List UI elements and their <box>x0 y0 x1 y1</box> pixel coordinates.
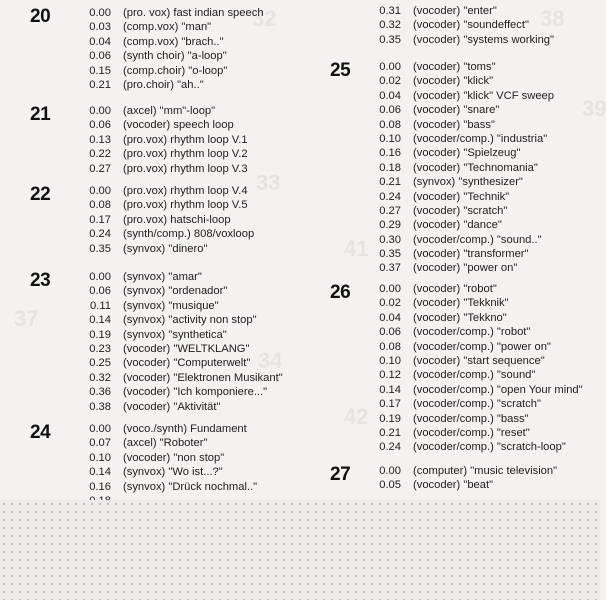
bleed-through-number: 39 <box>582 96 606 121</box>
cue-row <box>366 383 583 397</box>
cue-description: (vocoder/comp.) "sound.." <box>413 233 542 246</box>
track-number: 22 <box>30 184 51 205</box>
cue-row <box>366 296 583 310</box>
cue-row <box>76 213 254 227</box>
cue-time: 0.21 <box>379 176 401 189</box>
cue-description: (vocoder) "dance" <box>413 219 502 232</box>
cue-row <box>366 426 583 440</box>
cue-time: 0.16 <box>379 147 401 160</box>
cue-row <box>366 204 554 218</box>
cue-row <box>366 60 554 74</box>
cue-row <box>76 400 283 414</box>
cue-time: 0.37 <box>379 262 401 275</box>
cue-description: (pro.vox) rhythm loop V.3 <box>123 162 248 175</box>
cue-time: 0.11 <box>90 299 111 312</box>
bleed-through-number: 33 <box>256 170 281 195</box>
cue-time: 0.35 <box>89 242 111 255</box>
cue-description: (synvox) "musique" <box>123 299 219 312</box>
cue-row <box>76 313 283 327</box>
cue-row <box>76 385 283 399</box>
cue-time: 0.08 <box>379 340 401 353</box>
cue-description: (pro.vox) hatschi-loop <box>123 213 231 226</box>
cue-row <box>366 33 554 47</box>
cue-description: (vocoder) "transformer" <box>413 248 529 261</box>
cue-description: (vocoder) "WELTKLANG" <box>123 342 250 355</box>
cue-description: (vocoder) "robot" <box>413 283 497 295</box>
cue-row <box>76 227 254 241</box>
cue-time: 0.18 <box>379 161 401 174</box>
cue-time: 0.00 <box>89 185 111 197</box>
cue-row <box>76 133 248 147</box>
cue-list <box>366 4 554 47</box>
cue-description: (computer) "music television" <box>413 465 558 477</box>
cue-description: (pro.vox) rhythm loop V.2 <box>123 148 248 161</box>
cue-description: (vocoder) "Technomania" <box>413 161 538 174</box>
track-number: 24 <box>30 422 51 443</box>
cue-time: 0.04 <box>379 89 401 102</box>
cue-time: 0.27 <box>379 204 401 217</box>
cue-time: 0.17 <box>89 213 111 226</box>
cue-time: 0.35 <box>379 33 401 46</box>
cue-list <box>366 464 557 493</box>
cue-description: (vocoder/comp.) "power on" <box>413 340 551 353</box>
cue-description: (synvox) "synthetica" <box>123 328 227 341</box>
cue-time: 0.23 <box>89 342 111 355</box>
cue-description: (vocoder) "Aktivität" <box>123 400 221 413</box>
cue-description: (vocoder/comp.) "industria" <box>413 132 548 145</box>
cue-time: 0.24 <box>379 441 401 454</box>
cue-description: (vocoder) "non stop" <box>123 451 225 464</box>
bleed-through-number: 42 <box>344 404 369 429</box>
cue-row <box>366 282 583 296</box>
cue-description: (vocoder) "beat" <box>413 479 494 492</box>
track-number: 23 <box>30 270 51 291</box>
cue-description: (synvox) "activity non stop" <box>123 314 257 327</box>
track-number: 27 <box>330 464 351 485</box>
cue-row <box>76 147 248 161</box>
cue-time: 0.04 <box>379 311 401 324</box>
dotted-background <box>0 500 600 600</box>
cue-description: (vocoder) "enter" <box>413 5 497 17</box>
cue-row <box>76 284 283 298</box>
cue-time: 0.29 <box>379 219 401 232</box>
cue-description: (axcel) "mm"-loop" <box>123 105 216 117</box>
cue-row <box>76 104 248 118</box>
cue-time: 0.00 <box>89 271 111 283</box>
cue-list <box>366 60 554 276</box>
cue-description: (vocoder) "soundeffect" <box>413 19 529 32</box>
cue-description: (synvox) "Wo ist...?" <box>123 466 223 479</box>
cue-row <box>366 368 583 382</box>
cue-time: 0.00 <box>89 7 111 19</box>
cue-time: 0.03 <box>89 21 111 34</box>
cue-description: (vocoder/comp.) "open Your mind" <box>413 383 583 396</box>
cue-list <box>76 270 283 414</box>
cue-time: 0.08 <box>379 118 401 131</box>
cue-time: 0.13 <box>89 133 111 146</box>
cue-time: 0.30 <box>379 233 401 246</box>
cue-row <box>76 118 248 132</box>
bleed-through-number: 38 <box>540 6 565 31</box>
cue-row <box>76 480 257 494</box>
cue-row <box>366 18 554 32</box>
cue-time: 0.10 <box>89 451 111 464</box>
cue-time: 0.32 <box>89 371 111 384</box>
cue-description: (comp.choir) "o-loop" <box>123 64 228 77</box>
cue-row <box>76 198 254 212</box>
cue-description: (synvox) "dinero" <box>123 242 208 255</box>
cue-row <box>366 478 557 492</box>
cue-time: 0.24 <box>89 228 111 241</box>
cue-time: 0.05 <box>379 479 401 492</box>
cue-time: 0.12 <box>379 369 401 382</box>
cue-row <box>366 233 554 247</box>
cue-description: (vocoder) "power on" <box>413 262 518 275</box>
cue-list <box>76 184 254 256</box>
cue-row <box>366 89 554 103</box>
cue-row <box>366 311 583 325</box>
cue-description: (vocoder) "snare" <box>413 104 500 117</box>
cue-time: 0.02 <box>379 297 401 310</box>
cue-time: 0.04 <box>89 35 111 48</box>
bleed-through-number: 32 <box>252 6 277 31</box>
cue-row <box>76 451 257 465</box>
cue-row <box>366 340 583 354</box>
cue-time: 0.00 <box>89 423 111 435</box>
cue-time: 0.00 <box>379 465 401 477</box>
cue-description: (synvox) "Drück nochmal.." <box>123 480 258 493</box>
cue-row <box>76 35 264 49</box>
cue-description: (vocoder/comp.) "sound" <box>413 369 536 382</box>
cue-time: 0.10 <box>379 354 401 367</box>
track-number: 21 <box>30 104 51 125</box>
cue-row <box>366 464 557 478</box>
cue-row <box>76 436 257 450</box>
cue-time: 0.14 <box>89 466 111 479</box>
cue-description: (synvox) "synthesizer" <box>413 176 523 189</box>
cue-row <box>76 299 283 313</box>
cue-time: 0.24 <box>379 190 401 203</box>
cue-time: 0.06 <box>379 326 401 339</box>
cue-description: (vocoder) "Computerwelt" <box>123 357 251 370</box>
cue-row <box>366 190 554 204</box>
cue-description: (vocoder/comp.) "reset" <box>413 426 530 439</box>
cue-description: (vocoder) "bass" <box>413 118 495 131</box>
cue-description: (comp.vox) "man" <box>123 21 212 34</box>
cue-time: 0.15 <box>89 64 111 77</box>
cue-description: (vocoder/comp.) "robot" <box>413 326 531 339</box>
cue-time: 0.19 <box>379 412 401 425</box>
cue-description: (comp.vox) "brach.." <box>123 35 224 48</box>
cue-row <box>366 132 554 146</box>
cue-description: (vocoder/comp.) "scratch-loop" <box>413 441 566 454</box>
cue-description: (vocoder) "Ich komponiere..." <box>123 386 268 399</box>
cue-time: 0.16 <box>89 480 111 493</box>
cue-time: 0.06 <box>89 50 111 63</box>
cue-row <box>76 356 283 370</box>
cue-row <box>366 175 554 189</box>
cue-time: 0.36 <box>89 386 111 399</box>
cue-list <box>366 282 583 455</box>
cue-time: 0.10 <box>379 132 401 145</box>
cue-time: 0.17 <box>379 398 401 411</box>
cue-description: (vocoder) "systems working" <box>413 33 554 46</box>
track-number: 25 <box>330 60 351 81</box>
cue-time: 0.06 <box>89 119 111 132</box>
cue-description: (vocoder/comp.) "scratch" <box>413 398 541 411</box>
cue-description: (vocoder) speech loop <box>123 119 234 132</box>
cue-description: (pro.vox) rhythm loop V.4 <box>123 185 248 197</box>
cue-time: 0.22 <box>89 148 111 161</box>
cue-row <box>76 162 248 176</box>
cue-time: 0.06 <box>89 285 111 298</box>
cue-description: (pro. vox) fast indian speech <box>123 7 264 19</box>
cue-time: 0.14 <box>379 383 401 396</box>
cue-row <box>76 64 264 78</box>
track-number: 20 <box>30 6 51 27</box>
cue-description: (vocoder) "klick" <box>413 75 494 88</box>
cue-row <box>366 4 554 18</box>
cue-time: 0.19 <box>89 328 111 341</box>
cue-description: (vocoder) "scratch" <box>413 204 508 217</box>
cue-description: (pro.vox) rhythm loop V.5 <box>123 199 248 212</box>
cue-description: (vocoder) "Spielzeug" <box>413 147 521 160</box>
cue-row <box>76 6 264 20</box>
cue-row <box>76 465 257 479</box>
cue-row <box>366 218 554 232</box>
cue-row <box>366 261 554 275</box>
cue-row <box>76 371 283 385</box>
cue-time: 0.08 <box>89 199 111 212</box>
cue-description: (synth/comp.) 808/voxloop <box>123 228 255 241</box>
cue-row <box>76 20 264 34</box>
cue-description: (synvox) "amar" <box>123 271 202 283</box>
cue-time: 0.07 <box>89 437 111 450</box>
cue-description: (vocoder) "klick" VCF sweep <box>413 89 554 102</box>
bleed-through-number: 37 <box>14 306 39 331</box>
cue-description: (vocoder) "start sequence" <box>413 354 545 367</box>
cue-description: (synvox) "ordenador" <box>123 285 228 298</box>
cue-description: (vocoder) "Tekknik" <box>413 297 509 310</box>
cue-time: 0.32 <box>379 19 401 32</box>
cue-description: (voco./synth) Fundament <box>123 423 247 435</box>
cue-row <box>76 422 257 436</box>
cue-description: (axcel) "Roboter" <box>123 437 208 450</box>
cue-description: (vocoder) "Tekkno" <box>413 311 507 324</box>
cue-row <box>76 49 264 63</box>
cue-time: 0.00 <box>379 61 401 73</box>
cue-list <box>76 6 264 92</box>
cue-row <box>366 161 554 175</box>
cue-time: 0.06 <box>379 104 401 117</box>
bleed-through-number: 41 <box>344 236 369 261</box>
cue-description: (vocoder/comp.) "bass" <box>413 412 529 425</box>
bleed-through-number: 34 <box>258 348 283 373</box>
cue-row <box>366 146 554 160</box>
cue-list <box>76 104 248 176</box>
cue-description: (vocoder) "toms" <box>413 61 496 73</box>
cue-row <box>366 440 583 454</box>
cue-row <box>366 247 554 261</box>
cue-time: 0.00 <box>89 105 111 117</box>
cue-time: 0.38 <box>89 400 111 413</box>
cue-time: 0.35 <box>379 248 401 261</box>
cue-row <box>76 184 254 198</box>
cue-time: 0.21 <box>379 426 401 439</box>
cue-time: 0.14 <box>89 314 111 327</box>
cue-time: 0.27 <box>89 162 111 175</box>
cue-time: 0.02 <box>379 75 401 88</box>
cue-row <box>76 328 283 342</box>
cue-description: (vocoder) "Technik" <box>413 190 510 203</box>
cue-row <box>366 74 554 88</box>
cue-time: 0.25 <box>89 357 111 370</box>
track-number: 26 <box>330 282 351 303</box>
cue-time: 0.00 <box>379 283 401 295</box>
cue-description: (synth choir) "a-loop" <box>123 50 227 63</box>
cue-row <box>366 118 554 132</box>
cue-row <box>366 325 583 339</box>
cue-row <box>366 412 583 426</box>
cue-row <box>366 354 583 368</box>
cue-row <box>76 242 254 256</box>
cue-row <box>76 342 283 356</box>
cue-time: 0.31 <box>379 5 401 17</box>
cue-list <box>76 422 257 508</box>
cue-description: (vocoder) "Elektronen Musikant" <box>123 371 283 384</box>
cue-row <box>76 270 283 284</box>
cue-description: (pro.vox) rhythm loop V.1 <box>123 133 248 146</box>
cue-description: (pro.choir) "ah.." <box>123 78 204 91</box>
cue-row <box>366 103 554 117</box>
cue-row <box>76 78 264 92</box>
cue-time: 0.21 <box>89 78 111 91</box>
cue-row <box>366 397 583 411</box>
